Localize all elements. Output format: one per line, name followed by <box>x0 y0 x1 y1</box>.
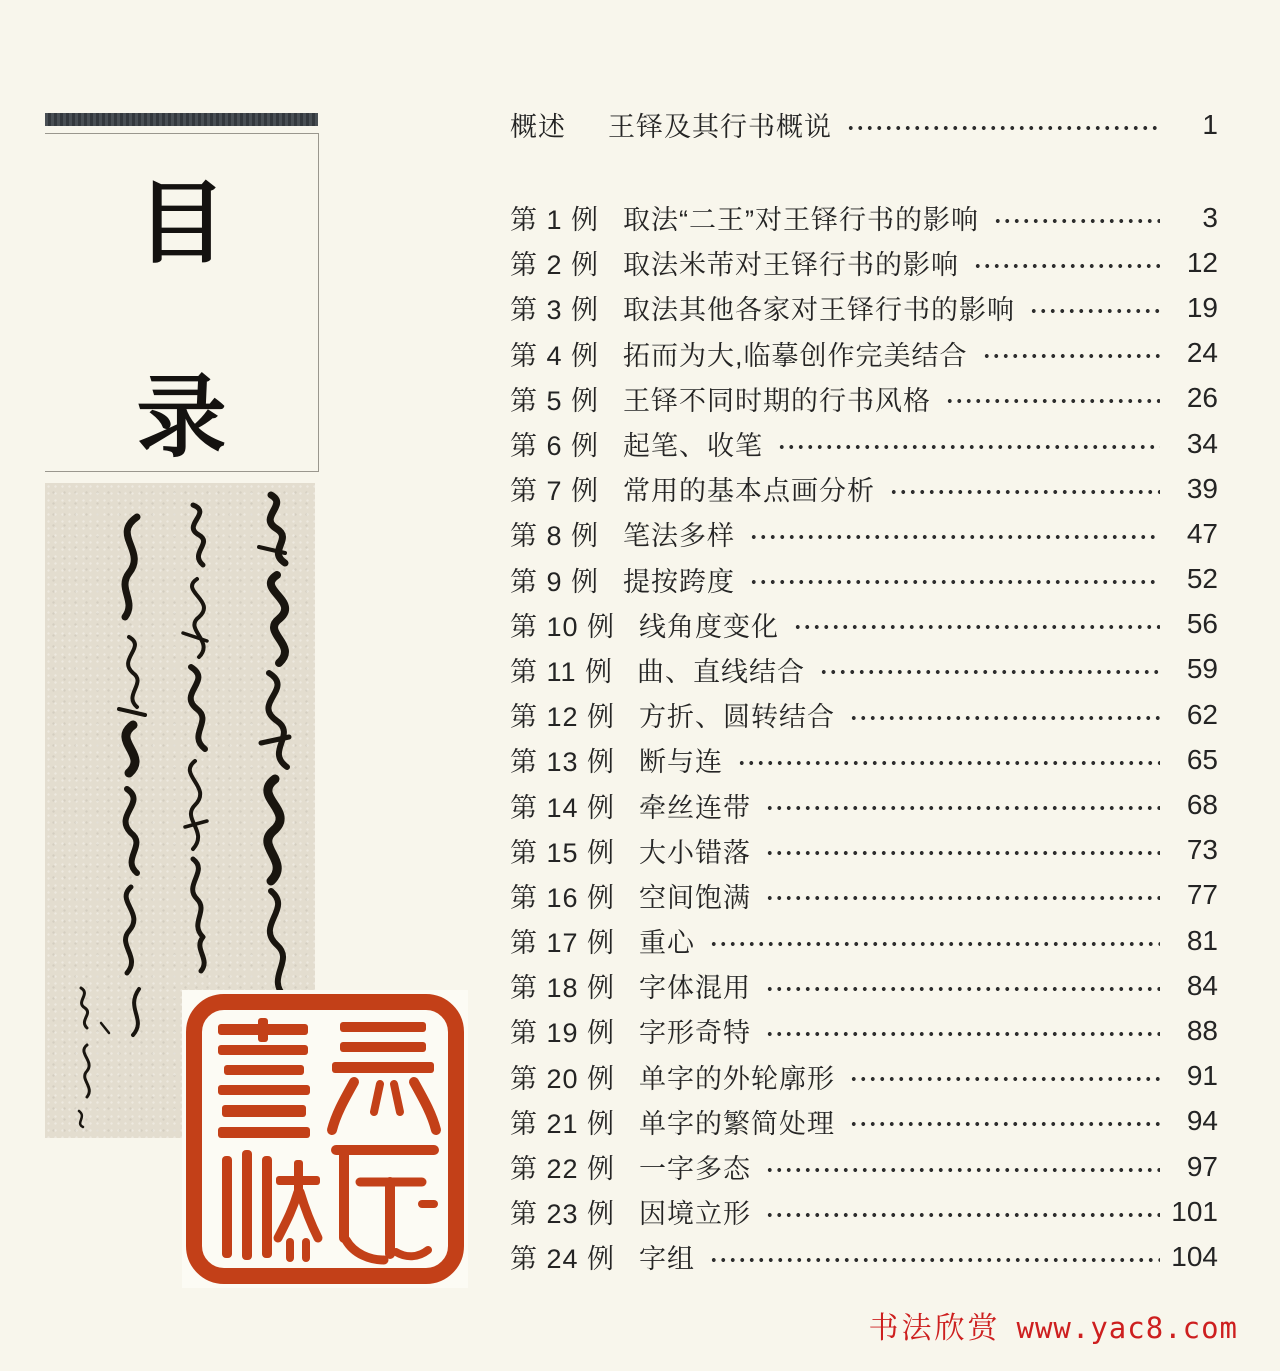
toc-row-page: 97 <box>1186 1150 1218 1182</box>
toc-row <box>510 240 1218 285</box>
toc-row-page: 62 <box>1186 698 1218 730</box>
toc-row <box>510 511 1218 556</box>
toc-row-label: 第 2 例 <box>510 250 600 281</box>
toc-row-title: 单字的外轮廓形 <box>639 1063 836 1094</box>
toc-row-page: 84 <box>1186 969 1218 1001</box>
seal-stamp <box>182 990 468 1288</box>
toc-row-page: 3 <box>1202 201 1218 233</box>
toc-row-page: 39 <box>1186 472 1218 504</box>
dot-leader <box>982 353 1160 359</box>
toc-row <box>510 873 1218 918</box>
toc-row-title: 一字多态 <box>639 1154 752 1185</box>
seal-image <box>182 990 468 1288</box>
toc-row-label: 第 4 例 <box>510 340 600 371</box>
toc-row-label: 第 14 例 <box>510 792 616 823</box>
toc-row-label: 第 1 例 <box>510 205 600 236</box>
toc-row-title: 字形奇特 <box>639 1018 752 1049</box>
toc-row-title: 线角度变化 <box>639 611 780 642</box>
dot-leader <box>765 895 1160 901</box>
watermark-url: www.yac8.com <box>1016 1311 1238 1345</box>
toc-row-label: 第 18 例 <box>510 973 616 1004</box>
dot-leader <box>709 1257 1160 1263</box>
toc-row-page: 52 <box>1186 563 1218 595</box>
toc-row-title: 断与连 <box>639 747 724 778</box>
toc-row <box>510 421 1218 466</box>
dot-leader <box>1029 308 1160 314</box>
watermark <box>868 1303 1238 1347</box>
toc-row-title: 大小错落 <box>639 837 752 868</box>
toc-row-page: 26 <box>1186 382 1218 414</box>
toc-row-label: 第 15 例 <box>510 837 616 868</box>
toc-row-title: 起笔、收笔 <box>623 431 764 462</box>
toc-row <box>510 1008 1218 1053</box>
toc-row-page: 47 <box>1186 517 1218 549</box>
toc-row-title: 重心 <box>639 928 696 959</box>
toc-row <box>510 1189 1218 1234</box>
toc-row-title: 取法米芾对王铎行书的影响 <box>623 250 960 281</box>
toc-row-page: 88 <box>1186 1014 1218 1046</box>
dot-leader <box>889 489 1160 495</box>
toc-row-label: 第 6 例 <box>510 431 600 462</box>
toc-row-page: 77 <box>1186 879 1218 911</box>
toc-row <box>510 195 1218 240</box>
toc-row <box>510 1099 1218 1144</box>
dot-leader <box>849 1121 1160 1127</box>
title-block-right-border <box>318 133 319 472</box>
dot-leader <box>846 125 1160 131</box>
toc-row-title: 因境立形 <box>639 1199 752 1230</box>
toc-row <box>510 828 1218 873</box>
toc-row <box>510 1144 1218 1189</box>
toc-row-title: 王铎及其行书概说 <box>608 112 832 142</box>
toc-row-label: 第 3 例 <box>510 295 600 326</box>
toc-row-page: 12 <box>1186 246 1218 278</box>
dot-leader <box>749 534 1160 540</box>
toc-row-title: 方折、圆转结合 <box>639 702 836 733</box>
watermark-site-name: 书法欣赏 <box>868 1312 1001 1345</box>
toc-row-title: 王铎不同时期的行书风格 <box>623 385 932 416</box>
toc-row-title: 拓而为大,临摹创作完美结合 <box>623 340 968 371</box>
toc-row-label: 第 24 例 <box>510 1244 616 1275</box>
toc-row-title: 牵丝连带 <box>639 792 752 823</box>
toc-row-page: 104 <box>1171 1240 1218 1272</box>
toc-row-title: 字组 <box>639 1244 696 1275</box>
dot-leader <box>709 941 1160 947</box>
toc-row-label: 第 21 例 <box>510 1108 616 1139</box>
toc-row-page: 65 <box>1186 743 1218 775</box>
toc-row-page: 73 <box>1186 834 1218 866</box>
toc-row-label: 第 13 例 <box>510 747 616 778</box>
toc-row-label: 第 11 例 <box>510 656 614 687</box>
toc-row <box>510 602 1218 647</box>
title-block-bottom-border <box>45 471 319 472</box>
toc-row-title: 提按跨度 <box>623 566 736 597</box>
toc-row-label: 第 19 例 <box>510 1018 616 1049</box>
toc-row-label: 第 9 例 <box>510 566 600 597</box>
toc-row <box>510 963 1218 1008</box>
toc-row-page: 68 <box>1186 789 1218 821</box>
dot-leader <box>793 624 1160 630</box>
toc-row <box>510 557 1218 602</box>
toc-row-page: 1 <box>1202 108 1218 140</box>
dot-leader <box>749 579 1160 585</box>
toc-row-page: 81 <box>1186 924 1218 956</box>
toc-entries <box>510 195 1218 1280</box>
toc-row <box>510 285 1218 330</box>
toc-row-title: 单字的繁简处理 <box>639 1108 836 1139</box>
toc-row <box>510 331 1218 376</box>
dot-leader <box>765 986 1160 992</box>
toc-row-title: 取法“二王”对王铎行书的影响 <box>623 205 980 236</box>
dot-leader <box>849 1076 1160 1082</box>
toc-row-page: 94 <box>1186 1105 1218 1137</box>
toc-row-page: 19 <box>1186 291 1218 323</box>
page-title-char-lu: 录 <box>136 364 227 470</box>
toc-row <box>510 466 1218 511</box>
toc-row-page: 24 <box>1186 337 1218 369</box>
toc-row <box>510 376 1218 421</box>
toc-row-page: 101 <box>1171 1195 1218 1227</box>
dot-leader <box>737 760 1160 766</box>
toc-row-label: 第 22 例 <box>510 1154 616 1185</box>
page-title-char-mu: 目 <box>136 170 227 276</box>
toc-row-label: 第 12 例 <box>510 702 616 733</box>
toc-row-label: 第 5 例 <box>510 385 600 416</box>
dot-leader <box>765 1167 1160 1173</box>
toc-row-page: 91 <box>1186 1060 1218 1092</box>
toc-row <box>510 782 1218 827</box>
toc-row-label: 第 10 例 <box>510 611 616 642</box>
toc-row <box>510 737 1218 782</box>
dot-leader <box>765 1212 1160 1218</box>
toc-row-page: 59 <box>1186 653 1218 685</box>
toc-row-title: 笔法多样 <box>623 521 736 552</box>
toc-row-page: 56 <box>1186 608 1218 640</box>
dot-leader <box>945 398 1160 404</box>
title-block-underline <box>45 133 318 134</box>
toc-row <box>510 647 1218 692</box>
dot-leader <box>777 444 1160 450</box>
toc-row-page: 34 <box>1186 427 1218 459</box>
toc-row <box>510 918 1218 963</box>
toc-row-label: 概述 <box>510 112 566 142</box>
toc-row-label: 第 17 例 <box>510 928 616 959</box>
dot-leader <box>765 805 1160 811</box>
dot-leader <box>765 1031 1160 1037</box>
toc-row-title: 常用的基本点画分析 <box>623 476 876 507</box>
title-block-top-bar <box>45 113 318 126</box>
toc-row-label: 第 16 例 <box>510 882 616 913</box>
toc-row-title: 取法其他各家对王铎行书的影响 <box>623 295 1016 326</box>
toc-row-title: 字体混用 <box>639 973 752 1004</box>
toc-row-title: 空间饱满 <box>639 882 752 913</box>
toc-row-label: 第 7 例 <box>510 476 600 507</box>
toc-row-label: 第 23 例 <box>510 1199 616 1230</box>
dot-leader <box>993 218 1160 224</box>
toc-row <box>510 1234 1218 1279</box>
toc-row-label: 第 8 例 <box>510 521 600 552</box>
toc-row-title: 曲、直线结合 <box>637 656 806 687</box>
toc-row <box>510 1054 1218 1099</box>
toc-row-label: 第 20 例 <box>510 1063 616 1094</box>
dot-leader <box>973 263 1160 269</box>
toc-overview-row <box>510 102 1218 147</box>
dot-leader <box>765 850 1160 856</box>
toc-row <box>510 692 1218 737</box>
dot-leader <box>849 715 1160 721</box>
dot-leader <box>819 669 1160 675</box>
